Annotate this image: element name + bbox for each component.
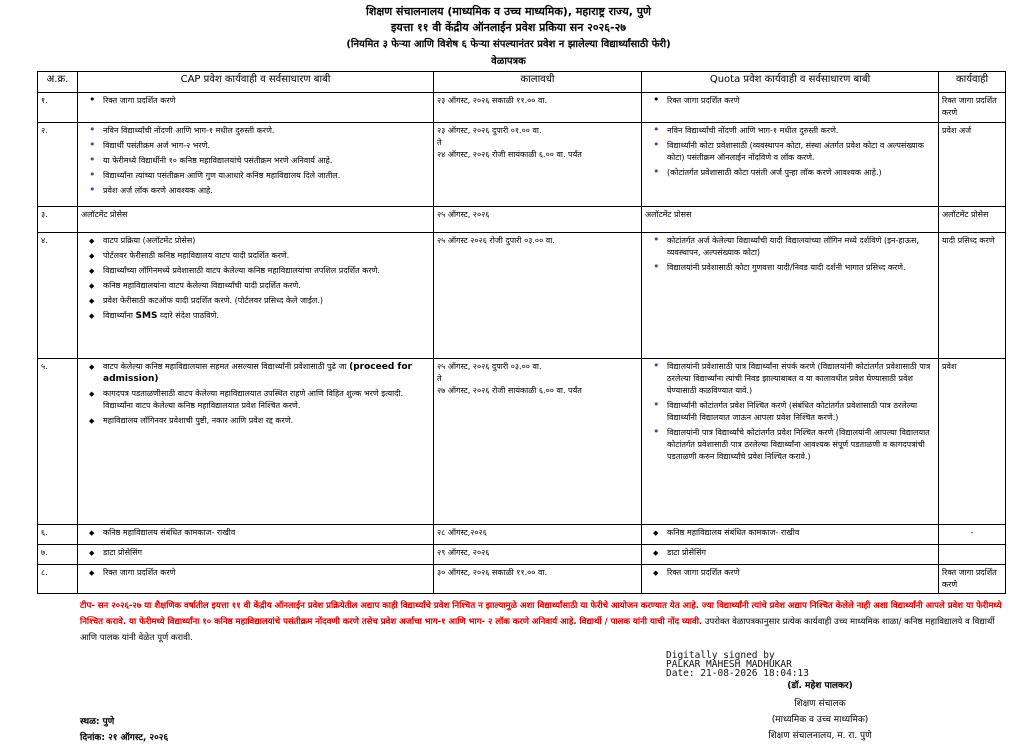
row-sno: १.	[38, 93, 78, 123]
note-black-text: उपरोक्त वेळापत्रकानुसार प्रत्येक कार्यवाही उच्च माध्यमिक शाळा/ कनिष्ठ महाविद्यालये व विद्यार्थी आणि पालक यांनी वेळेत पूर्ण करावी.	[80, 617, 995, 643]
period-to: ते	[437, 374, 442, 383]
quota-item: ◆ रिक्त जागा प्रदर्शित करणे	[667, 567, 935, 579]
quota-item: • विद्यार्थ्यांनी कोटांतर्गत प्रवेश निश्चित करणे (संबंधित कोटांतर्गत प्रवेशासाठी पात्र ठरलेल्या विद्यार्थ्यांनी विद्यालयात जाऊन आपला प्रवेश निश्चित करणे.)	[667, 400, 935, 424]
row-sno: ३.	[38, 207, 78, 233]
cap-item: • विद्यार्थ्यांना त्यांच्या पसंतीक्रम आणि गुण याआधारे कनिष्ठ महाविद्यालय दिले जातील.	[103, 170, 430, 182]
cap-cell	[78, 359, 434, 525]
period-to: ते	[437, 138, 442, 147]
dsig-line2: PALKAR MAHESH MADHUKAR	[666, 659, 792, 670]
sms-text-b: SMS	[135, 311, 158, 321]
period-end: २७ ऑगस्ट, २०२६ रोजी सायंकाळी ६.०० वा. पर्यंत	[437, 386, 582, 395]
cap-cell	[78, 525, 434, 545]
sms-text-a: विद्यार्थ्यांना	[103, 311, 136, 320]
quota-item: ◆ डाटा प्रोसेसिंग	[667, 547, 935, 559]
cap-item: • रिक्त जागा प्रदर्शित करणे	[103, 95, 430, 107]
cap-item: ◆ पोर्टलवर फेरीसाठी कनिष्ठ महाविद्यालय वाटप यादी प्रदर्शित करणे.	[103, 250, 430, 262]
quota-item: ◆ कनिष्ठ महाविद्यालय संबंधित कामकाज- राखीव	[667, 527, 935, 539]
table-row	[38, 525, 1006, 545]
quota-cell	[642, 123, 939, 207]
period-start: २३ ऑगस्ट, २०२६ दुपारी ०१.०० वा.	[437, 126, 542, 135]
cap-item: ◆ कनिष्ठ महाविद्यालय संबंधित कामकाज- राखीव	[103, 527, 430, 539]
table-row	[38, 359, 1006, 525]
action-cell: रिक्त जागा प्रदर्शित करणे	[939, 565, 1006, 594]
action-cell	[939, 545, 1006, 565]
table-row	[38, 545, 1006, 565]
header-office: शिक्षण संचालनालय (माध्यमिक व उच्च माध्यमिक), महाराष्ट्र राज्य, पुणे	[366, 5, 651, 18]
cap-item: ◆ महाविद्यालय लॉगिनवर प्रवेशाची पुष्टी, नकार आणि प्रवेश रद्द करणे.	[103, 415, 430, 427]
dsig-line3: Date: 21-08-2026 18:04:13	[666, 668, 809, 679]
cap-item: ◆ कनिष्ठ महाविद्यालयांना वाटप केलेल्या विद्यार्थ्यांची यादी प्रदर्शित करणे.	[103, 280, 430, 292]
cap-cell	[78, 233, 434, 359]
quota-item: • कोटांतर्गत अर्ज केलेल्या विद्यार्थ्यांची यादी विद्यालयांच्या लॉगिन मध्ये दर्शविणे (इन-हाऊस, व्यवस्थापन, अल्पसंख्याक कोटा)	[667, 235, 935, 259]
quota-item: • रिक्त जागा प्रदर्शित करणे	[667, 95, 935, 107]
footer-date: दिनांक: २१ ऑगस्ट, २०२६	[80, 733, 169, 743]
period-cell	[434, 359, 642, 525]
row-sno: २.	[38, 123, 78, 207]
table-row	[38, 207, 1006, 233]
cap-item: ◆ रिक्त जागा प्रदर्शित करणे	[103, 567, 430, 579]
col-header-quota: Quota प्रवेश कार्यवाही व सर्वसाधारण बाबी	[642, 72, 939, 93]
cap-item: ◆ वाटप प्रक्रिया (अलॉटमेंट प्रोसेस)	[103, 235, 430, 247]
quota-cell: अलॉटमेंट प्रोसस	[642, 207, 939, 233]
cap-item: ◆ विद्यार्थ्यांच्या लॉगिनमध्ये प्रवेशासाठी वाटप केलेल्या कनिष्ठ महाविद्यालयांचा तपशिल प्रदर्शित करणे.	[103, 265, 430, 277]
signatory-name: (डॉ. महेश पालकर)	[787, 681, 853, 691]
header-subtitle: (नियमित ३ फेऱ्या आणि विशेष ६ फेऱ्या संपल्यानंतर प्रवेश न झालेल्या विद्यार्थ्यांसाठी फेरी)	[346, 39, 671, 50]
cap-cell	[78, 93, 434, 123]
period-cell: २९ ऑगस्ट, २०२६	[434, 545, 642, 565]
quota-item: • नविन विद्यार्थ्यांची नोंदणी आणि भाग-१ मधील दुरुस्ती करणे.	[667, 125, 935, 137]
col-header-period: कालावधी	[434, 72, 642, 93]
action-cell: रिक्त जागा प्रदर्शित करणे	[939, 93, 1006, 123]
cap-item: ◆ डाटा प्रोसेसिंग	[103, 547, 430, 559]
dsig-line1: Digitally signed by	[666, 650, 775, 661]
period-cell: २८ ऑगस्ट,२०२६	[434, 525, 642, 545]
row-sno: ५.	[38, 359, 78, 525]
quota-cell	[642, 233, 939, 359]
quota-cell	[642, 525, 939, 545]
quota-cell	[642, 359, 939, 525]
cap-item: • नविन विद्यार्थ्यांची नोंदणी आणि भाग-१ मधील दुरुस्ती करणे.	[103, 125, 430, 137]
col-header-cap: CAP प्रवेश कार्यवाही व सर्वसाधारण बाबी	[78, 72, 434, 93]
period-end: २४ ऑगस्ट, २०२६ रोजी सायंकाळी ६.०० वा. पर्यंत	[437, 150, 582, 159]
action-cell: प्रवेश	[939, 359, 1006, 525]
period-start: २५ ऑगस्ट, २०२६ दुपारी ०३.०० वा.	[437, 362, 542, 371]
action-cell: प्रवेश अर्ज	[939, 123, 1006, 207]
quota-cell	[642, 545, 939, 565]
period-cell	[434, 123, 642, 207]
footer-place: स्थळ: पुणे	[80, 717, 115, 727]
cap-cell	[78, 565, 434, 594]
col-header-sno: अ.क्र.	[38, 72, 78, 93]
signatory-title1: शिक्षण संचालक	[794, 699, 846, 709]
cap-item: • या फेरीमध्ये विद्यार्थीनी १० कनिष्ठ महाविद्यालयांचे पसंतीक्रम भरणे अनिवार्य आहे.	[103, 155, 430, 167]
note-paragraph	[80, 598, 1005, 646]
table-row	[38, 93, 1006, 123]
quota-cell	[642, 93, 939, 123]
row-sno: ७.	[38, 545, 78, 565]
quota-cell	[642, 565, 939, 594]
cap-item-proceed	[103, 361, 430, 385]
cap-cell: अलॉटमेंट प्रोसेस	[78, 207, 434, 233]
digital-signature	[666, 651, 956, 678]
table-row	[38, 233, 1006, 359]
cap-item-sms	[103, 310, 430, 322]
period-cell: २५ ऑगस्ट २०२६ रोजी दुपारी ०३.०० वा.	[434, 233, 642, 359]
header-schedule: वेळापत्रक	[491, 56, 526, 67]
quota-item: • (कोटांतर्गत प्रवेशासाठी कोटा पसंती अर्ज पुन्हा लॉक करणे आवश्यक आहे.)	[667, 167, 935, 179]
period-cell: २५ ऑगस्ट, २०२६	[434, 207, 642, 233]
cap-item: • विद्यार्थी पसंतीक्रम अर्ज भाग-२ भरणे.	[103, 140, 430, 152]
schedule-table	[37, 71, 1006, 594]
note-red-text: टीप- सन २०२६-२७ या शैक्षणिक वर्षातील इयत्ता ११ वी केंद्रीय ऑनलाईन प्रवेश प्रक्रियेतील अद्याप काही विद्यार्थ्यांचे प्रवेश निश्चित न झाल्यामुळे अशा विद्यार्थ्यांसाठी या फेरीचे आयोजन करण्यात येत आहे. ज्या विद्यार्थ्यांनी त्यांचे प्रवेश अद्याप निश्चित केलेले नाही अशा विद्यार्थ्यांनी आपले प्रवेश या फेरीमध्ये निश्चित करावे. या फेरीमध्ये विद्यार्थ्यांना १० कनिष्ठ महाविद्यालयांचे पसंतीक्रम नोंदवणी करणे तसेच प्रवेश अर्जाचा भाग-१ आणि भाग- २ लॉक करणे अनिवार्य आहे. विद्यार्थी / पालक यांनी याची नोंद घ्यावी.	[80, 601, 1002, 627]
signatory-title2: (माध्यमिक व उच्च माध्यमिक)	[771, 715, 869, 725]
cap-cell	[78, 545, 434, 565]
action-cell: -	[939, 525, 1006, 545]
quota-item: • विद्यालयांनी प्रवेशासाठी कोटा गुणवत्ता यादी/निवड यादी दर्शनी भागात प्रसिध्द करणे.	[667, 262, 935, 274]
table-row	[38, 565, 1006, 594]
col-header-action: कार्यवाही	[939, 72, 1006, 93]
row-sno: ४.	[38, 233, 78, 359]
quota-item: • विद्यालयांनी प्रवेशासाठी पात्र विद्यार्थ्यांना संपर्क करणे (विद्यालयांनी कोटांतर्गत प्रवेशासाठी पात्र ठरलेल्या विद्यार्थ्यांना त्यांची निवड झाल्याबाबत व या कालावधीत प्रवेश घेण्यासाठी प्रवेश घेण्यासाठी कळविण्यात यावे.)	[667, 361, 935, 397]
period-cell: ३० ऑगस्ट, २०२६ सकाळी ११.०० वा.	[434, 565, 642, 594]
proceed-text-b: (proceed for admission)	[103, 362, 412, 384]
cap-item: ◆ प्रवेश फेरीसाठी कटऑफ यादी प्रदर्शित करणे. (पोर्टलवर प्रसिध्द केले जाईल.)	[103, 295, 430, 307]
cap-item: • प्रवेश अर्ज लॉक करणे आवश्यक आहे.	[103, 185, 430, 197]
proceed-text-a: वाटप केलेल्या कनिष्ठ महाविद्यालयास सहमत असल्यास विद्यार्थ्यांनी प्रवेशासाठी पुढे जा	[103, 362, 350, 371]
period-cell: २३ ऑगस्ट, २०२६ सकाळी ११.०० वा.	[434, 93, 642, 123]
signatory-title3: शिक्षण संचालनालय, म. रा. पुणे	[768, 731, 872, 741]
cap-cell	[78, 123, 434, 207]
quota-item: • विद्यार्थ्यांनी कोटा प्रवेशासाठी (व्यवस्थापन कोटा, संस्था अंतर्गत प्रवेश कोटा व अल्पसंख्याक कोटा) पसंतीक्रम ऑनलाईन नोंदविणे व लॉक करणे.	[667, 140, 935, 164]
action-cell: यादी प्रसिध्द करणे	[939, 233, 1006, 359]
row-sno: ८.	[38, 565, 78, 594]
table-row	[38, 123, 1006, 207]
quota-item: • विद्यालयांनी पात्र विद्यार्थ्यांचे कोटांतर्गत प्रवेश निश्चित करणे (विद्यालयांनी आपल्या विद्यालयात कोटांतर्गत प्रवेशासाठी पात्र ठरलेल्या विद्यार्थ्यांना आवश्यक संपूर्ण पडताळणी व कागदपत्रांची पडताळणी करुन विद्यार्थ्यांचे प्रवेश निश्चित करावे.)	[667, 427, 935, 463]
header-title: इयत्ता ११ वी केंद्रीय ऑनलाईन प्रवेश प्रकिया सन २०२६-२७	[390, 21, 627, 34]
sms-text-c: व्दारे संदेश पाठविणे.	[157, 311, 219, 320]
table-header-row	[38, 72, 1006, 93]
cap-item: ◆ कागदपत्र पडताळणीसाठी वाटप केलेल्या महाविद्यालयात उपस्थित राहणे आणि विहित शुल्क भरणे इत्यादी. विद्यार्थ्यांना वाटप केलेल्या कनिष्ठ महाविद्यालयात प्रवेश निश्चित करणे.	[103, 388, 430, 412]
row-sno: ६.	[38, 525, 78, 545]
action-cell: अलॉटमेंट प्रोसेस	[939, 207, 1006, 233]
